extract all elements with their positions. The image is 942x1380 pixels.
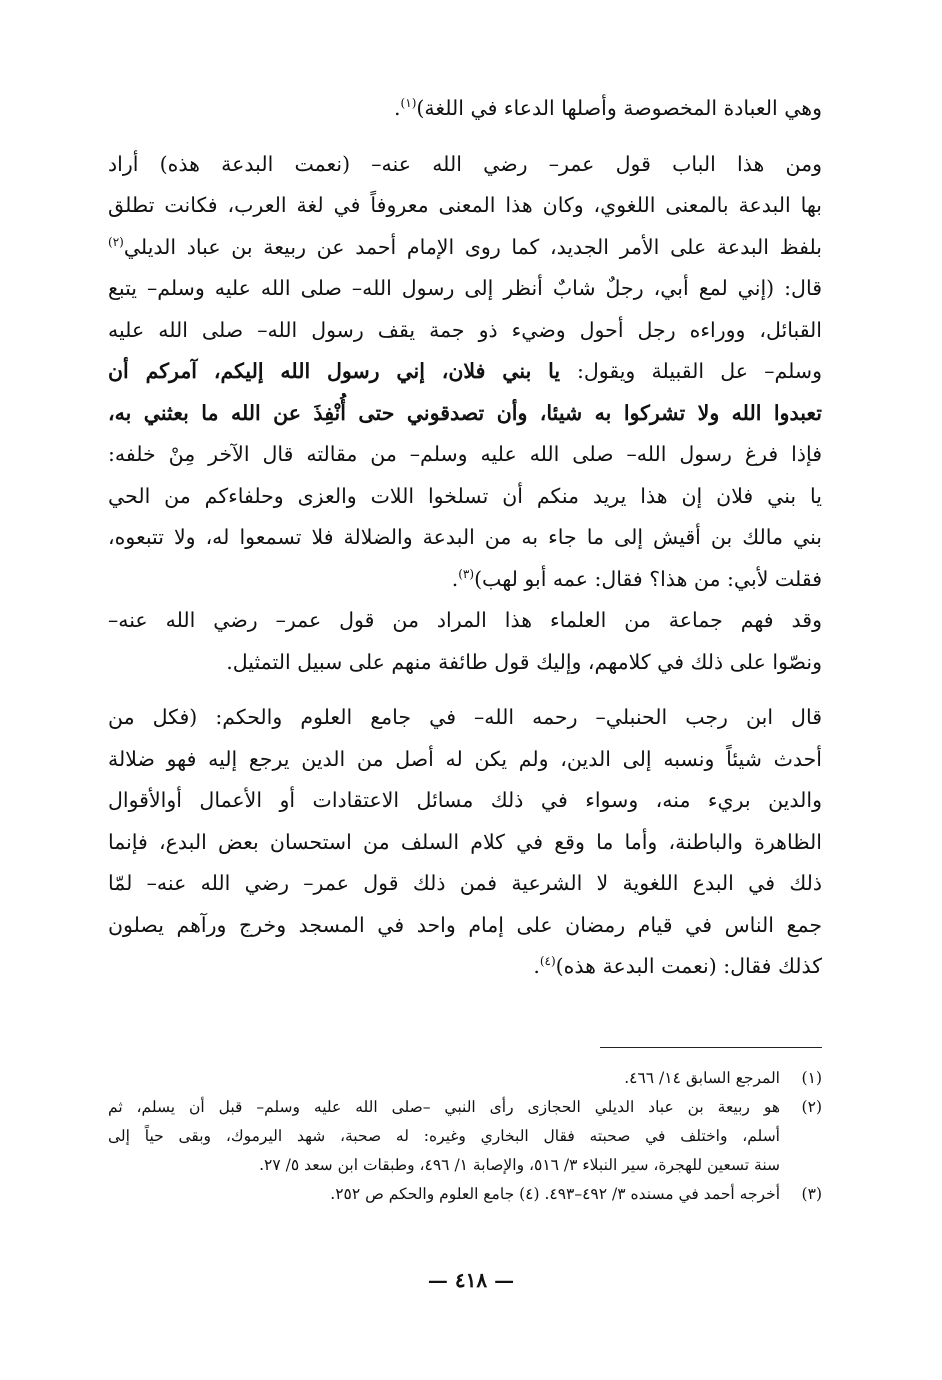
footnote-3: [108, 1180, 822, 1209]
text-line: ونصّوا على ذلك في كلامهم، وإليك قول طائفة منهم على سبيل التمثيل.: [226, 649, 822, 674]
footnote-number: (١): [801, 1069, 822, 1087]
footnote-text: سنة تسعين للهجرة، سير النبلاء ٣/ ٥١٦، والإصابة ١/ ٤٩٦، وطبقات ابن سعد ٥/ ٢٧.: [259, 1156, 780, 1174]
footnote-1: [108, 1064, 822, 1093]
footnotes-block: [108, 1064, 822, 1209]
footnote-text: أخرجه أحمد في مسنده ٣/ ٤٩٢–٤٩٣. (٤) جامع العلوم والحكم ص ٢٥٢.: [330, 1185, 780, 1203]
text-line: فقلت لأبي: من هذا؟ فقال: عمه أبو لهب)$^{(٣)}$.: [451, 566, 822, 591]
footnote-2: [108, 1093, 822, 1180]
footnote-ref: (١): [400, 96, 417, 111]
text-line: بها البدعة بالمعنى اللغوي، وكان هذا المعنى معروفاً في لغة العرب، فكانت تطلق: [108, 193, 822, 217]
footnote-number: (٢): [801, 1098, 822, 1116]
text-line: جمع الناس في قيام رمضان على إمام واحد في المسجد وخرج ورآهم يصلون: [108, 912, 822, 937]
text-line: يا بني فلان إن هذا يريد منكم أن تسلخوا اللات والعزى وحلفاءكم من الحي: [108, 483, 822, 508]
text-line: ومن هذا الباب قول عمر– رضي الله عنه– (نعمت البدعة هذه) أراد: [108, 151, 822, 176]
text-line: أحدث شيئاً ونسبه إلى الدين، ولم يكن له أصل من الدين يرجع إليه فهو ضلالة: [108, 746, 822, 771]
footnote-ref: (٤): [539, 954, 556, 969]
main-text-block: [108, 88, 822, 988]
text-line: تعبدوا الله ولا تشركوا به شيئا، وأن تصدقوني حتى أُنْفِذَ عن الله ما بعثني به،: [108, 400, 822, 425]
footnote-ref: (٢): [108, 234, 124, 249]
text-line: فإذا فرغ رسول الله– صلى الله عليه وسلم– من مقالته قال الآخر مِنْ خلفه:: [108, 442, 822, 466]
text-line: وهي العبادة المخصوصة وأصلها الدعاء في اللغة)$^{(١)}$.: [394, 96, 822, 120]
hadith-bold-text: يا بني فلان، إني رسول الله إليكم، آمركم أن: [108, 359, 577, 383]
footnote-ref: (٣): [458, 566, 475, 581]
text-line: قال ابن رجب الحنبلي– رحمه الله– في جامع العلوم والحكم: (فكل من: [108, 705, 822, 729]
footnote-text: المرجع السابق ١٤/ ٤٦٦.: [624, 1069, 780, 1087]
text-line: القبائل، ووراءه رجل أحول وضيء ذو جمة يقف رسول الله– صلى الله عليه: [108, 317, 822, 342]
text-line: ذلك في البدع اللغوية لا الشرعية فمن ذلك قول عمر– رضي الله عنه– لمّا: [108, 871, 822, 895]
text-line: بلفظ البدعة على الأمر الجديد، كما روى الإمام أحمد عن ربيعة بن عباد الديلي$^{(٢)}$: [108, 234, 822, 259]
footnote-divider: [600, 1047, 822, 1048]
text-line: وقد فهم جماعة من العلماء هذا المراد من قول عمر– رضي الله عنه–: [108, 608, 822, 632]
footnote-text: هو ربيعة بن عباد الديلي الحجازى رأى النبي –صلى الله عليه وسلم– قبل أن يسلم، ثم: [108, 1098, 780, 1116]
text-line: بني مالك بن أقيش إلى ما جاء به من البدعة والضلالة فلا تسمعوا له، ولا تتبعوه،: [108, 525, 822, 549]
text-line: وسلم– عل القبيلة ويقول: يا بني فلان، إني رسول الله إليكم، آمركم أن: [108, 359, 822, 383]
footnote-number: (٣): [801, 1185, 822, 1203]
text-line: كذلك فقال: (نعمت البدعة هذه)$^{(٤)}$.: [533, 954, 822, 978]
footnote-text: أسلم، واختلف في صحبته فقال البخاري وغيره: له صحبة، شهد اليرموك، وبقى حياً إلى: [108, 1127, 780, 1145]
page-number: — ٤١٨ —: [427, 1268, 515, 1292]
text-line: الظاهرة والباطنة، وأما ما وقع في كلام السلف من استحسان بعض البدع، فإنما: [108, 829, 822, 854]
text-line: قال: (إني لمع أبي، رجلٌ شابٌ أنظر إلى رسول الله– صلى الله عليه وسلم– يتبع: [108, 276, 822, 300]
text-line: والدين بريء منه، وسواء في ذلك مسائل الاعتقادات أو الأعمال أوالأقوال: [108, 788, 822, 812]
